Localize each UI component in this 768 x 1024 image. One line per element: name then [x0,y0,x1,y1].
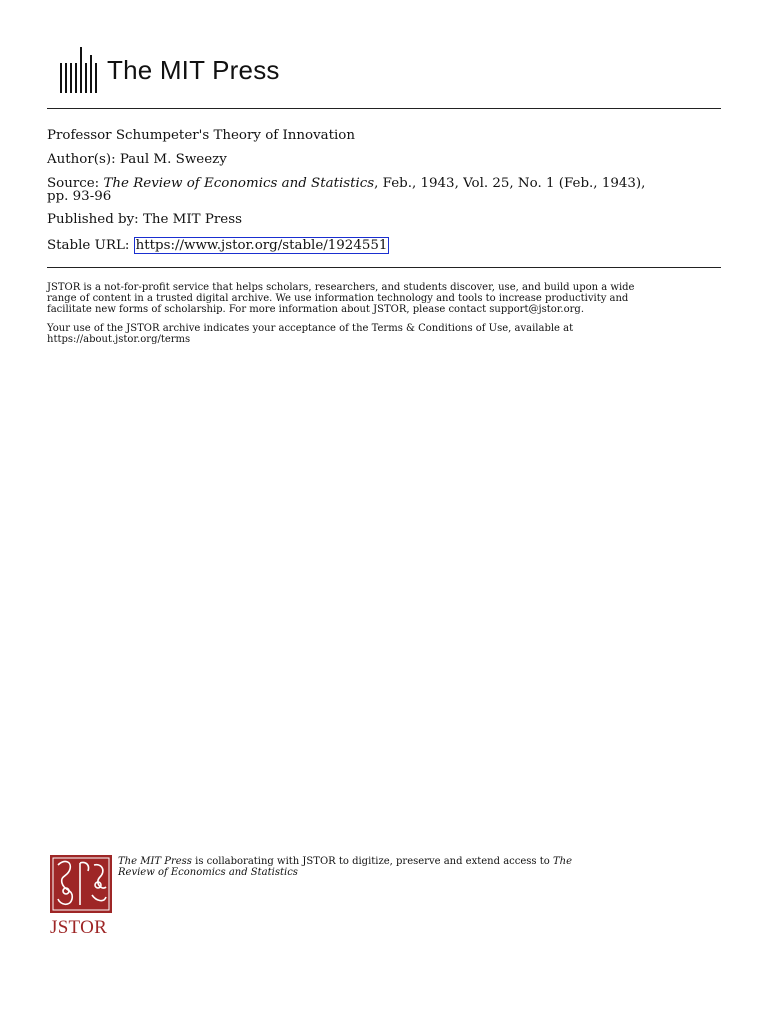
terms-notice [47,323,727,345]
journal-title: The Review of Economics and Statistics [103,176,375,191]
collab-journal-start: The [552,856,572,867]
source-pages: pp. 93-96 [47,189,112,204]
stable-url-row [47,238,389,254]
middle-divider [47,267,721,268]
mit-press-bars-icon [60,47,97,93]
terms-line-2[interactable]: https://about.jstor.org/terms [47,334,191,345]
top-divider [47,108,721,109]
mit-press-logo-text: The MIT Press [107,54,280,85]
stable-url-label: Stable URL: [47,238,130,253]
stable-url-link[interactable]: https://www.jstor.org/stable/1924551 [135,238,388,253]
jstor-notice [47,282,727,315]
author-name: Paul M. Sweezy [119,152,227,167]
article-title: Professor Schumpeter's Theory of Innovation [47,128,355,143]
collaboration-note [118,856,688,878]
notice-line-3: facilitate new forms of scholarship. For more information about JSTOR, please contact support@jstor.org. [47,304,584,315]
published-label: Published by: [47,212,139,227]
notice-line-1: JSTOR is a not-for-profit service that helps scholars, researchers, and students discover, use, and build upon a wide [47,282,635,293]
mit-press-logo [60,47,280,93]
author-row [47,152,227,168]
author-label: Author(s): [47,152,116,167]
collab-text: is collaborating with JSTOR to digitize, preserve and extend access to [195,856,550,867]
terms-line-1: Your use of the JSTOR archive indicates your acceptance of the Terms & Conditions of Use, available at [47,323,574,334]
publisher-row [47,212,242,228]
source-label: Source: [47,176,100,191]
source-details: , Feb., 1943, Vol. 25, No. 1 (Feb., 1943), [374,176,646,191]
collab-publisher: The MIT Press [118,856,192,867]
publisher-name: The MIT Press [142,212,242,227]
notice-line-2: range of content in a trusted digital archive. We use information technology and tools to increase productivity and [47,293,629,304]
jstor-seal-icon [50,855,112,913]
jstor-logo-text: JSTOR [50,917,108,938]
collab-journal-end: Review of Economics and Statistics [118,867,298,878]
source-row [47,176,645,192]
